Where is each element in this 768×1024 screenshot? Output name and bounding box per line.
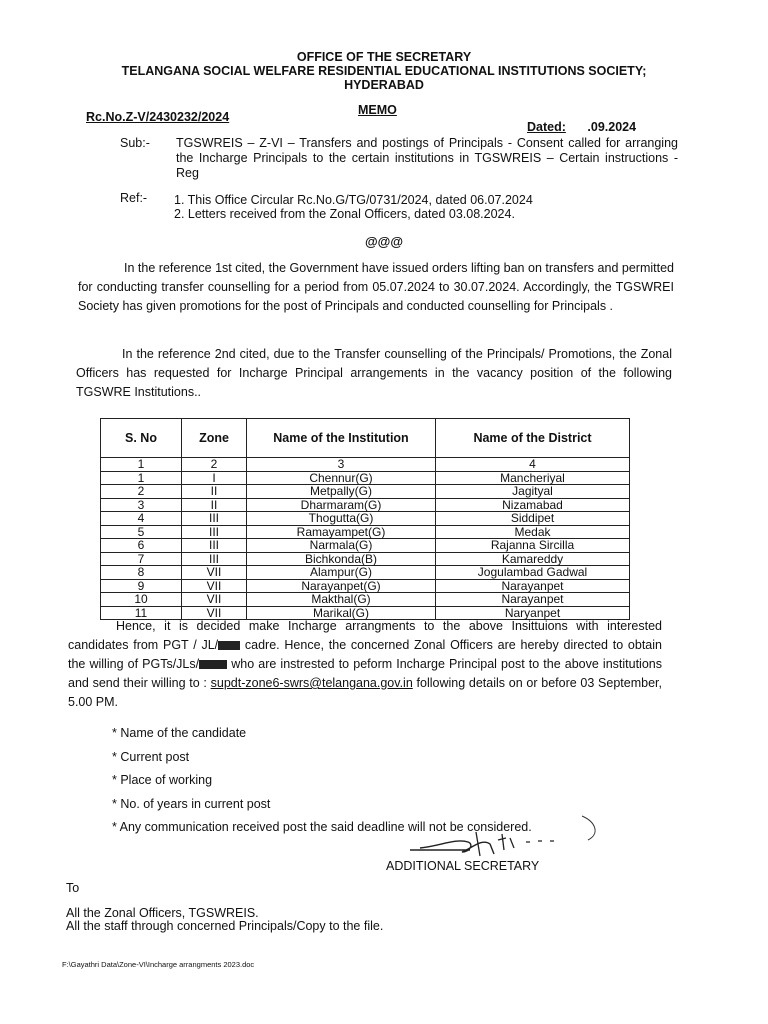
- dated-value: .09.2024: [587, 120, 637, 134]
- table-cell: II: [182, 485, 247, 499]
- table-cell: 4: [101, 512, 182, 526]
- table-cell: Thogutta(G): [247, 512, 436, 526]
- table-cell: 7: [101, 552, 182, 566]
- recipient-line-2: All the staff through concerned Principals/Copy to the file.: [66, 919, 384, 933]
- table-cell: Makthal(G): [247, 593, 436, 607]
- table-cell: II: [182, 498, 247, 512]
- email-link[interactable]: supdt-zone6-swrs@telangana.gov.in: [210, 676, 413, 690]
- redaction-mark: [199, 660, 227, 669]
- list-item: * No. of years in current post: [112, 796, 271, 811]
- table-cell: 1: [101, 471, 182, 485]
- table-cell: 8: [101, 566, 182, 580]
- memo-title: MEMO: [358, 103, 397, 117]
- table-row: [101, 525, 630, 539]
- handwritten-signature: [410, 808, 610, 888]
- table-cell: III: [182, 539, 247, 553]
- table-cell: VII: [182, 606, 247, 620]
- header-sno: S. No: [101, 419, 182, 458]
- society-name: TELANGANA SOCIAL WELFARE RESIDENTIAL EDUCATIONAL INSTITUTIONS SOCIETY;: [121, 64, 647, 78]
- table-cell: Bichkonda(B): [247, 552, 436, 566]
- city-name: HYDERABAD: [344, 78, 424, 92]
- table-cell: Kamareddy: [436, 552, 630, 566]
- signatory-designation: ADDITIONAL SECRETARY: [386, 859, 540, 873]
- list-item: * Any communication received post the said deadline will not be considered.: [112, 820, 532, 834]
- separator: @@@: [364, 234, 404, 249]
- table-row: [101, 498, 630, 512]
- table-cell: Siddipet: [436, 512, 630, 526]
- paragraph-3-part-1: Hence, it is decided make Incharge arrangments to the above Insittuions with interested candidates from PGT / JL/: [68, 619, 662, 652]
- table-cell: VII: [182, 593, 247, 607]
- table-cell: Medak: [436, 525, 630, 539]
- table-cell: VII: [182, 579, 247, 593]
- subject-label: Sub:-: [120, 136, 150, 150]
- table-cell: 5: [101, 525, 182, 539]
- paragraph-2: In the reference 2nd cited, due to the Transfer counselling of the Principals/ Promotions, the Zonal Officers has requested for Incharge Principal arrangements in the vacancy position of the following TGSWRE Institutions..: [76, 347, 672, 399]
- list-item: * Place of working: [112, 773, 213, 787]
- table-cell: Rajanna Sircilla: [436, 539, 630, 553]
- table-cell: Metpally(G): [247, 485, 436, 499]
- table-cell: 2: [182, 458, 247, 472]
- memo-date: [527, 120, 636, 135]
- table-cell: I: [182, 471, 247, 485]
- table-row: [101, 593, 630, 607]
- redaction-mark: [218, 641, 240, 650]
- table-cell: 2: [101, 485, 182, 499]
- list-item: * Current post: [112, 749, 190, 764]
- header-district: Name of the District: [436, 419, 630, 458]
- reference-label: Ref:-: [120, 191, 148, 205]
- table-cell: VII: [182, 566, 247, 580]
- table-cell: 11: [101, 606, 182, 620]
- table-cell: Jogulambad Gadwal: [436, 566, 630, 580]
- table-cell: Mancheriyal: [436, 471, 630, 485]
- table-cell: Alampur(G): [247, 566, 436, 580]
- table-row: [101, 552, 630, 566]
- table-row: [101, 539, 630, 553]
- table-cell: Dharmaram(G): [247, 498, 436, 512]
- table-cell: Narayanpet: [436, 579, 630, 593]
- table-cell: Chennur(G): [247, 471, 436, 485]
- paragraph-3-part-3: who are instrested to peform Incharge Principal post to the above institutions and send their willing to :: [68, 657, 662, 690]
- table-cell: Jagityal: [436, 485, 630, 499]
- table-row: [101, 471, 630, 485]
- table-cell: 6: [101, 539, 182, 553]
- table-cell: Marikal(G): [247, 606, 436, 620]
- paragraph-1: In the reference 1st cited, the Government have issued orders lifting ban on transfers and permitted for conducting transfer counselling for a period from 05.07.2024 to 30.07.2024. Accordingly, the TGSWREI Society has given promotions for the post of Principals and conducted counselling for Principals .: [78, 261, 674, 313]
- paragraph-3: [68, 617, 662, 712]
- institutions-table: [100, 418, 630, 620]
- table-cell: 9: [101, 579, 182, 593]
- reference-item-1: 1. This Office Circular Rc.No.G/TG/0731/2024, dated 06.07.2024: [174, 193, 533, 207]
- table-row: [101, 566, 630, 580]
- reference-item-2: 2. Letters received from the Zonal Officers, dated 03.08.2024.: [174, 207, 515, 221]
- paragraph-3-part-4: following details on or before 03 September, 5.00 PM.: [68, 676, 662, 709]
- paragraph-3-part-2: cadre. Hence, the concerned Zonal Officers are hereby directed to obtain the willing of PGTs/JLs/: [68, 638, 662, 671]
- table-cell: 3: [101, 498, 182, 512]
- dated-label: Dated:: [527, 120, 566, 134]
- table-row: [101, 579, 630, 593]
- file-path-footer: F:\Gayathri Data\Zone-VI\Incharge arrangments 2023.doc: [62, 960, 255, 969]
- header-zone: Zone: [182, 419, 247, 458]
- table-cell: Narayanpet(G): [247, 579, 436, 593]
- table-cell: Narmala(G): [247, 539, 436, 553]
- table-cell: Ramayampet(G): [247, 525, 436, 539]
- table-cell: Narayanpet: [436, 593, 630, 607]
- memo-ref-no: Rc.No.Z-V/2430232/2024: [86, 110, 230, 124]
- office-title: OFFICE OF THE SECRETARY: [296, 50, 472, 64]
- to-label: To: [66, 881, 80, 895]
- list-item: * Name of the candidate: [112, 726, 247, 740]
- table-cell: Naryanpet: [436, 606, 630, 620]
- table-body: [101, 458, 630, 620]
- table-cell: III: [182, 552, 247, 566]
- table-cell: III: [182, 512, 247, 526]
- header-institution: Name of the Institution: [247, 419, 436, 458]
- table-cell: 3: [247, 458, 436, 472]
- table-cell: 10: [101, 593, 182, 607]
- recipient-line-1: All the Zonal Officers, TGSWREIS.: [66, 906, 259, 920]
- table-cell: 4: [436, 458, 630, 472]
- table-cell: Nizamabad: [436, 498, 630, 512]
- table-header-row: [101, 419, 630, 458]
- subject-text: TGSWREIS – Z-VI – Transfers and postings of Principals - Consent called for arranging the Incharge Principals to the certain institutions in TGSWREIS – Certain instructions - Reg: [176, 136, 678, 180]
- table-index-row: [101, 458, 630, 472]
- table-row: [101, 512, 630, 526]
- table-row: [101, 485, 630, 499]
- table-cell: 1: [101, 458, 182, 472]
- table-cell: III: [182, 525, 247, 539]
